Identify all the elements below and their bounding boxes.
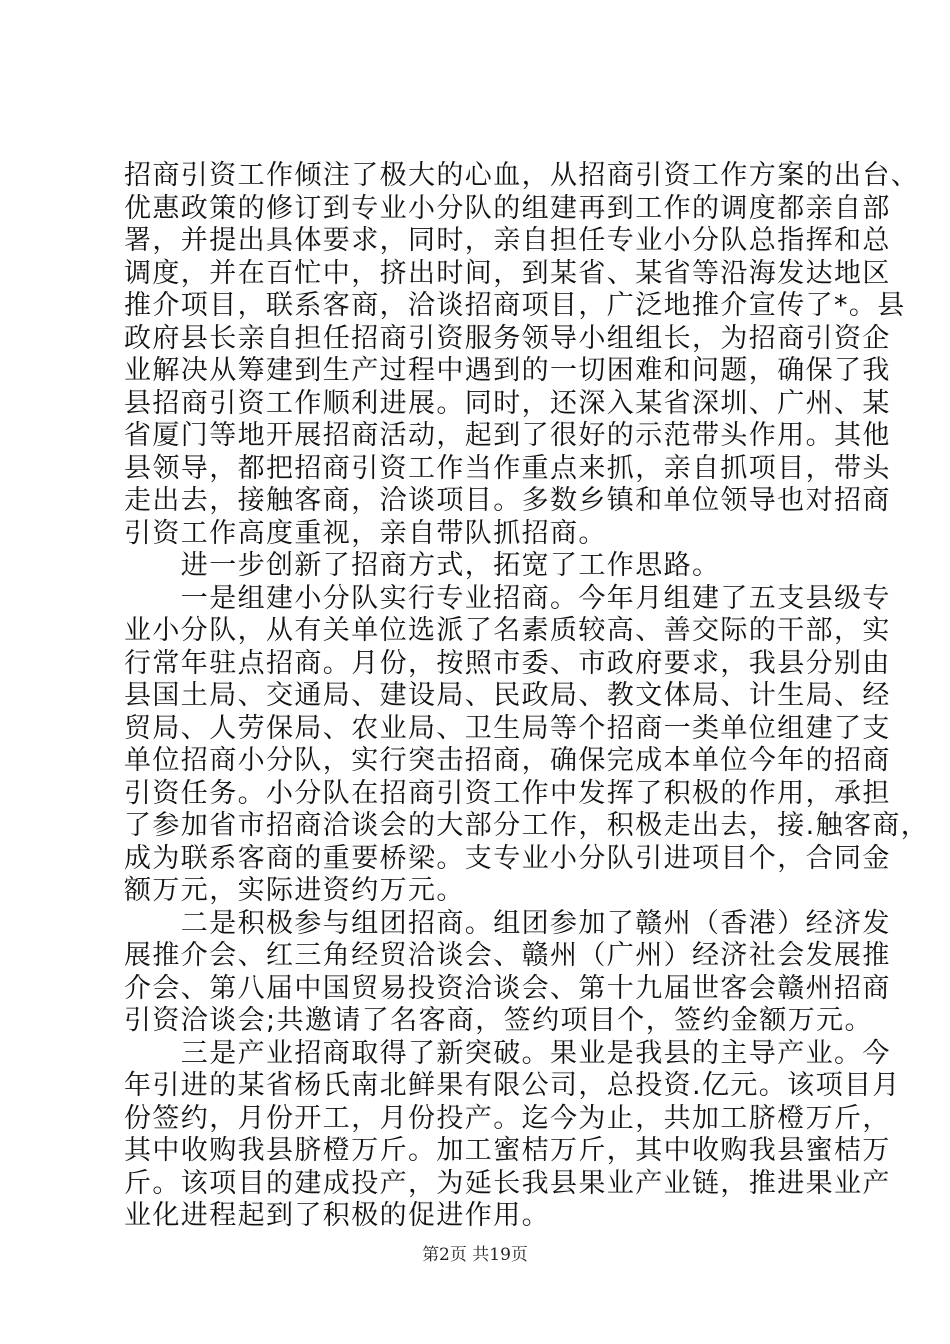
text-line: 贸局、人劳保局、农业局、卫生局等个招商一类单位组建了支 <box>124 712 891 744</box>
text-line: 年引进的某省杨氏南北鲜果有限公司，总投资.亿元。该项目月 <box>124 1070 901 1101</box>
text-line: 一是组建小分队实行专业招商。今年月组建了五支县级专 <box>124 582 891 614</box>
text-line: 斤。该项目的建成投产，为延长我县果业产业链，推进果业产 <box>124 1167 891 1199</box>
text-line: 调度，并在百忙中，挤出时间，到某省、某省等沿海发达地区 <box>124 257 891 289</box>
text-line: 优惠政策的修订到专业小分队的组建再到工作的调度都亲自部 <box>124 192 891 224</box>
text-line: 县国土局、交通局、建设局、民政局、教文体局、计生局、经 <box>124 680 891 711</box>
text-line: 业解决从筹建到生产过程中遇到的一切困难和问题，确保了我 <box>124 355 891 386</box>
text-line: 政府县长亲自担任招商引资服务领导小组组长，为招商引资企 <box>124 322 891 354</box>
text-line: 推介项目，联系客商，洽谈招商项目，广泛地推介宣传了*。县 <box>124 290 906 321</box>
text-line: 行常年驻点招商。月份，按照市委、市政府要求，我县分别由 <box>124 647 891 679</box>
text-line: 进一步创新了招商方式，拓宽了工作思路。 <box>124 550 721 581</box>
text-line: 额万元，实际进资约万元。 <box>124 875 465 906</box>
text-line: 份签约，月份开工，月份投产。迄今为止，共加工脐橙万斤， <box>124 1102 891 1134</box>
text-line: 业小分队，从有关单位选派了名素质较高、善交际的干部，实 <box>124 615 891 646</box>
text-line: 走出去，接触客商，洽谈项目。多数乡镇和单位领导也对招商 <box>124 485 891 516</box>
text-line: 引资洽谈会;共邀请了名客商，签约项目个，签约金额万元。 <box>124 1005 873 1036</box>
text-line: 县领导，都把招商引资工作当作重点来抓，亲自抓项目，带头 <box>124 452 891 484</box>
text-line: 招商引资工作倾注了极大的心血，从招商引资工作方案的出台、 <box>124 160 920 191</box>
text-line: 展推介会、红三角经贸洽谈会、赣州（广州）经济社会发展推 <box>124 940 891 971</box>
text-line: 署，并提出具体要求，同时，亲自担任专业小分队总指挥和总 <box>124 225 891 256</box>
text-line: 省厦门等地开展招商活动，起到了很好的示范带头作用。其他 <box>124 420 891 451</box>
text-line: 成为联系客商的重要桥梁。支专业小分队引进项目个，合同金 <box>124 842 891 874</box>
text-line: 引资工作高度重视，亲自带队抓招商。 <box>124 517 607 549</box>
text-line: 其中收购我县脐橙万斤。加工蜜桔万斤，其中收购我县蜜桔万 <box>124 1135 891 1166</box>
body-text <box>124 160 930 1233</box>
text-line: 介会、第八届中国贸易投资洽谈会、第十九届世客会赣州招商 <box>124 972 891 1004</box>
text-line: 县招商引资工作顺利进展。同时，还深入某省深圳、广州、某 <box>124 387 891 419</box>
page-number-footer: 第2页 共19页 <box>422 1245 528 1265</box>
text-line: 了参加省市招商洽谈会的大部分工作，积极走出去，接.触客商， <box>124 810 930 841</box>
text-line: 单位招商小分队，实行突击招商，确保完成本单位今年的招商 <box>124 745 891 776</box>
text-line: 引资任务。小分队在招商引资工作中发挥了积极的作用，承担 <box>124 777 891 809</box>
text-line: 业化进程起到了积极的促进作用。 <box>124 1200 550 1231</box>
text-line: 二是积极参与组团招商。组团参加了赣州（香港）经济发 <box>124 907 891 939</box>
text-line: 三是产业招商取得了新突破。果业是我县的主导产业。今 <box>124 1037 891 1069</box>
